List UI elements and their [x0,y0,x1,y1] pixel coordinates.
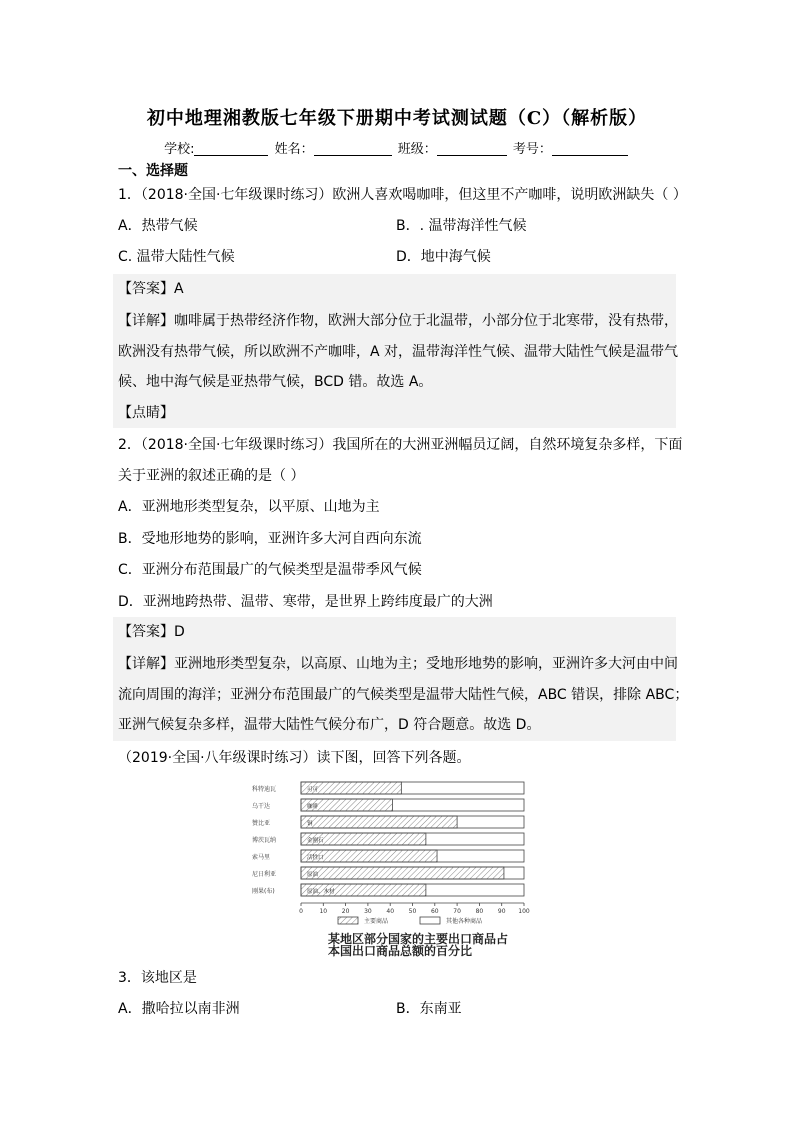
q2-option-d[interactable]: D．亚洲地跨热带、温带、寒带，是世界上跨纬度最广的大洲 [118,594,493,610]
q1-detail-line1: 【详解】咖啡属于热带经济作物，欧洲大部分位于北温带，小部分位于北寒带，没有热带， [118,313,678,329]
q3-option-a[interactable]: A．撒哈拉以南非洲 [118,1001,240,1017]
school-label: 学校: [164,142,195,157]
x-tick-label-5: 50 [408,908,417,915]
bar-label-1: 咖啡 [307,804,319,810]
school-blank[interactable] [194,141,268,156]
q2-detail-line1: 【详解】亚洲地形类型复杂，以高原、山地为主；受地形地势的影响，亚洲许多大河由中间 [118,656,678,672]
x-tick-label-3: 30 [364,908,372,915]
chart-caption-line2: 本国出口商品总额的百分比 [328,944,473,958]
name-blank[interactable] [314,141,392,156]
q1-dianjing: 【点睛】 [118,405,174,421]
q3-option-b[interactable]: B．东南亚 [396,1001,462,1017]
student-info-line [0,138,794,157]
x-tick-label-10: 100 [518,908,530,915]
q1-detail-line3: 候、地中海气候是亚热带气候，BCD 错。故选 A。 [118,374,433,390]
category-label-4: 索马里 [252,854,271,861]
class-blank[interactable] [437,141,507,156]
legend-main-swatch [338,917,358,924]
category-label-0: 科特迪瓦 [252,786,277,793]
bar-label-0: 可可 [307,787,319,793]
number-blank[interactable] [552,141,628,156]
x-tick-label-6: 60 [430,908,439,915]
category-label-3: 博茨瓦纳 [252,837,277,844]
q1-detail-line2: 欧洲没有热带气候，所以欧洲不产咖啡，A 对，温带海洋性气候、温带大陆性气候是温带气 [118,344,679,360]
x-tick-label-1: 10 [319,908,328,915]
q1-option-b[interactable]: B．. 温带海洋性气候 [396,218,527,234]
bar-label-3: 金刚石 [307,838,324,844]
category-label-2: 赞比亚 [252,820,271,827]
bar-label-5: 原油 [307,872,319,878]
group-intro: （2019·全国·八年级课时练习）读下图，回答下列各题。 [118,750,471,766]
q2-option-a[interactable]: A．亚洲地形类型复杂，以平原、山地为主 [118,499,380,515]
x-tick-label-8: 80 [475,908,484,915]
number-label: 考号： [512,142,552,157]
chart-caption-line1: 某地区部分国家的主要出口商品占 [328,932,509,946]
q2-stem-line2: 关于亚洲的叙述正确的是（ ） [118,468,305,484]
q2-detail-line2: 流向周围的海洋；亚洲分布范围最广的气候类型是温带大陆性气候，ABC 错误，排除 ABC； [118,687,689,703]
legend-other-swatch [420,917,440,924]
x-tick-label-7: 70 [453,908,461,915]
q1-stem: 1．（2018·全国·七年级课时练习）欧洲人喜欢喝咖啡，但这里不产咖啡，说明欧洲缺失（ ） [118,187,687,203]
q2-option-c[interactable]: C．亚洲分布范围最广的气候类型是温带季风气候 [118,562,422,578]
category-label-1: 乌干达 [252,803,271,810]
class-label: 班级： [397,142,437,157]
page-title: 初中地理湘教版七年级下册期中考试测试题（C）（解析版） [146,108,648,129]
bar-label-6: 原油、木材 [307,889,335,895]
q2-answer: 【答案】D [118,624,185,640]
category-label-5: 尼日利亚 [252,871,277,878]
legend-other-label: 其他各种商品 [446,918,483,925]
q1-answer: 【答案】A [118,281,184,297]
category-label-6: 刚果(布) [252,888,275,895]
x-tick-label-9: 90 [497,908,506,915]
q2-detail-line3: 亚洲气候复杂多样，温带大陆性气候分布广，D 符合题意。故选 D。 [118,717,541,733]
bar-label-2: 铜 [307,821,313,827]
x-tick-label-0: 0 [299,908,303,915]
section-heading: 一、选择题 [118,163,188,179]
bar-label-4: 活牲口 [307,855,324,861]
q3-stem: 3．该地区是 [118,970,197,986]
q1-option-a[interactable]: A．热带气候 [118,218,198,234]
q1-option-d[interactable]: D．地中海气候 [396,249,491,265]
q1-option-c[interactable]: C. 温带大陆性气候 [118,249,235,265]
x-tick-label-4: 40 [386,908,395,915]
q2-option-b[interactable]: B．受地形地势的影响，亚洲许多大河自西向东流 [118,531,422,547]
name-label: 姓名： [274,142,314,157]
main-goods-bar-2 [301,816,457,828]
main-goods-bar-5 [301,867,504,879]
legend-main-label: 主要商品 [364,918,389,925]
q2-stem-line1: 2．（2018·全国·七年级课时练习）我国所在的大洲亚洲幅员辽阔，自然环境复杂多样，下面 [118,437,683,453]
x-tick-label-2: 20 [341,908,350,915]
